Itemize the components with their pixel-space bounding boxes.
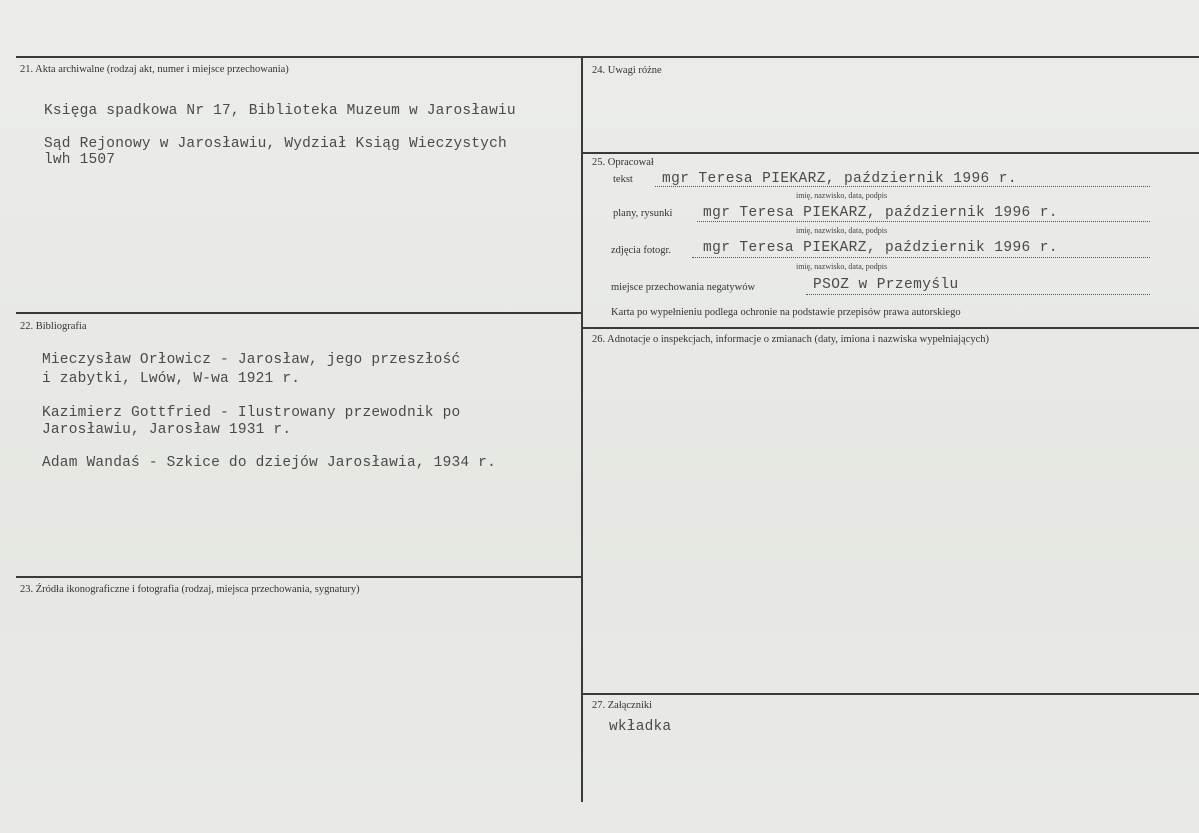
plany-label: plany, rysunki (613, 208, 673, 219)
tekst-hint: imię, nazwisko, data, podpis (796, 191, 888, 200)
section-25-label: 25. Opracował (592, 157, 654, 168)
section-23-label: 23. Źródła ikonograficzne i fotografia (rodzaj, miejsca przechowania, sygnatury) (20, 584, 360, 595)
miejsce-line (806, 294, 1150, 295)
section-26-label: 26. Adnotacje o inspekcjach, informacje o zmianach (daty, imiona i nazwiska wypełniających) (592, 334, 990, 345)
zdjecia-value: mgr Teresa PIEKARZ, październik 1996 r. (703, 240, 1058, 256)
zdjecia-hint: imię, nazwisko, data, podpis (796, 262, 888, 271)
center-divider (581, 56, 583, 802)
copyright-note: Karta po wypełnieniu podlega ochronie na podstawie przepisów prawa autorskiego (611, 307, 961, 318)
tekst-value: mgr Teresa PIEKARZ, październik 1996 r. (662, 171, 1017, 187)
section-22-label: 22. Bibliografia (20, 321, 87, 332)
plany-hint: imię, nazwisko, data, podpis (796, 226, 888, 235)
bibliography-entry-1b: i zabytki, Lwów, W-wa 1921 r. (42, 371, 301, 387)
plany-line (697, 221, 1150, 222)
bibliography-entry-1a: Mieczysław Orłowicz - Jarosław, jego przeszłość (42, 352, 461, 368)
bibliography-entry-2b: Jarosławiu, Jarosław 1931 r. (42, 422, 292, 438)
plany-value: mgr Teresa PIEKARZ, październik 1996 r. (703, 205, 1058, 221)
zdjecia-label: zdjęcia fotogr. (611, 245, 672, 256)
tekst-label: tekst (613, 174, 633, 185)
rule-26-27 (581, 693, 1199, 695)
rule-24-25 (581, 152, 1199, 154)
zdjecia-line (692, 257, 1150, 258)
bibliography-entry-3: Adam Wandaś - Szkice do dziejów Jarosławia, 1934 r. (42, 455, 496, 471)
miejsce-value: PSOZ w Przemyślu (813, 277, 959, 293)
rule-21-22 (16, 312, 582, 314)
section-27-label: 27. Załączniki (592, 700, 653, 711)
section-21-line-3: lwh 1507 (44, 152, 116, 168)
top-rule (16, 56, 1199, 58)
miejsce-label: miejsce przechowania negatywów (611, 282, 756, 293)
rule-25-26 (581, 327, 1199, 329)
rule-22-23 (16, 576, 582, 578)
section-21-line-1: Księga spadkowa Nr 17, Biblioteka Muzeum w Jarosławiu (44, 103, 516, 119)
bibliography-entry-2a: Kazimierz Gottfried - Ilustrowany przewodnik po (42, 405, 461, 421)
section-21-label: 21. Akta archiwalne (rodzaj akt, numer i miejsce przechowania) (20, 64, 289, 75)
section-24-label: 24. Uwagi różne (592, 65, 662, 76)
attachment-value: wkładka (609, 719, 672, 735)
tekst-line (655, 186, 1150, 187)
section-21-line-2: Sąd Rejonowy w Jarosławiu, Wydział Ksiąg Wieczystych (44, 136, 507, 152)
